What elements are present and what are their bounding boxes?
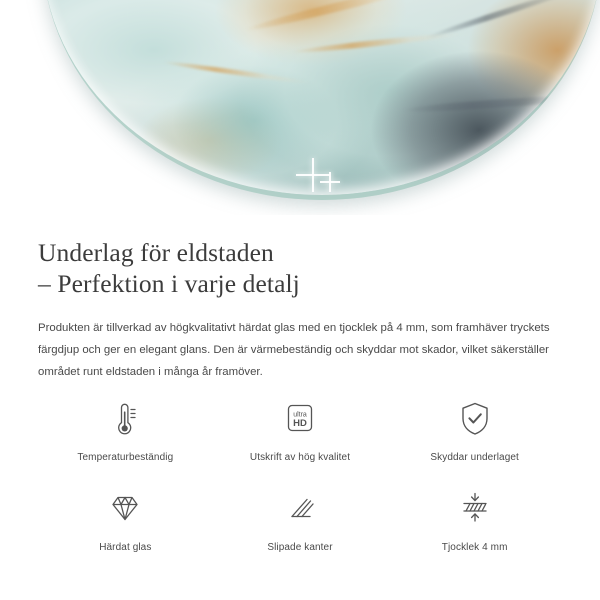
feature-label: Skyddar underlaget — [430, 452, 519, 463]
feature-label: Slipade kanter — [267, 542, 333, 553]
feature-label: Temperaturbeständig — [77, 452, 174, 463]
svg-text:ultra: ultra — [293, 411, 307, 419]
svg-text:HD: HD — [293, 418, 307, 429]
thickness-icon — [448, 485, 502, 533]
text-content — [0, 215, 600, 383]
feature-item-temperature-resistant — [38, 395, 213, 463]
feature-item-tempered-glass — [38, 485, 213, 553]
glass-disc-graphic — [42, 0, 600, 200]
product-description-paragraph: Produkten är tillverkad av högkvalitativt härdat glas med en tjocklek på 4 mm, som framhäver tryckets färgdjup och ger en elegant glans. Den är värmebeständig och skyddar mot skador, vilket säkerställer området runt eldstaden i många år framöver. — [38, 322, 550, 378]
feature-label: Utskrift av hög kvalitet — [249, 452, 351, 463]
feature-item-high-quality-print — [213, 395, 388, 463]
feature-item-thickness — [387, 485, 562, 553]
ultra-hd-icon — [273, 395, 327, 443]
feature-label: Tjocklek 4 mm — [441, 542, 508, 553]
feature-item-protects-surface — [387, 395, 562, 463]
feature-grid — [38, 395, 562, 553]
hero-product-image — [0, 0, 600, 215]
diamond-icon — [98, 485, 152, 533]
feature-label: Härdat glas — [99, 542, 152, 553]
feature-item-polished-edges — [213, 485, 388, 553]
shield-check-icon — [448, 395, 502, 443]
page-title-line-2: – Perfektion i varje detalj — [38, 269, 300, 298]
polished-edges-icon — [273, 485, 327, 533]
page-title — [0, 215, 600, 299]
thermometer-icon — [98, 395, 152, 443]
page-title-line-1: Underlag för eldstaden — [38, 238, 274, 267]
